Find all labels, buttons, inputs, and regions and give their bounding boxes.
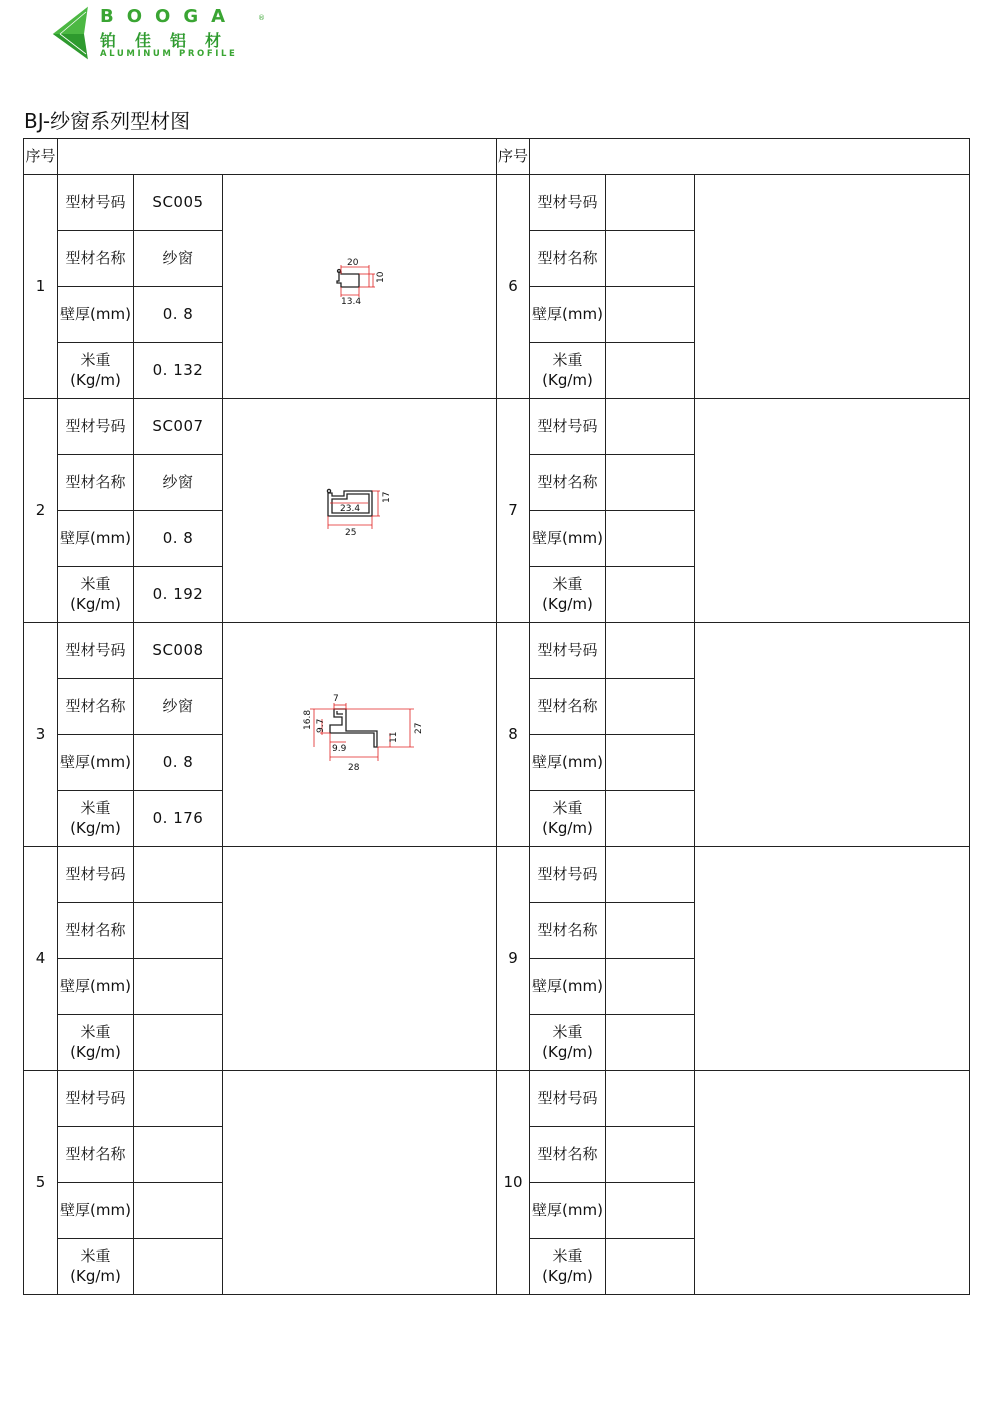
logo-english-name: ALUMINUM PROFILE [100,49,238,59]
table-header-row [24,139,970,175]
leaf-logo-icon [48,4,98,62]
label-name: 型材名称 [58,903,134,959]
label-weight-line2: (Kg/m) [70,1266,121,1285]
label-weight-line1: 米重 [552,799,583,817]
seq-number: 5 [24,1071,58,1295]
label-weight-line2: (Kg/m) [70,370,121,389]
label-code: 型材号码 [530,847,606,903]
value-code [606,399,695,455]
label-code: 型材号码 [58,1071,134,1127]
value-code [606,623,695,679]
seq-number: 4 [24,847,58,1071]
value-thickness: 0. 8 [134,511,223,567]
value-name: 纱窗 [134,455,223,511]
profile-table [23,138,970,1295]
label-weight-line1: 米重 [80,351,111,369]
value-weight [606,1015,695,1071]
label-weight [530,1239,606,1295]
value-thickness [134,959,223,1015]
label-weight-line1: 米重 [552,1023,583,1041]
dim-label: 25 [344,527,356,538]
seq-number: 6 [497,175,530,399]
label-thickness: 壁厚(mm) [58,735,134,791]
label-name: 型材名称 [530,679,606,735]
label-name: 型材名称 [58,1127,134,1183]
value-weight [606,791,695,847]
label-name: 型材名称 [530,231,606,287]
profile-drawing-cell [223,175,497,399]
label-weight-line1: 米重 [552,1247,583,1265]
profile-drawing-cell [695,623,970,847]
label-weight [58,343,134,399]
dim-label: 11 [388,731,399,743]
value-weight [134,1015,223,1071]
label-weight-line2: (Kg/m) [70,1042,121,1061]
seq-header-left: 序号 [24,139,58,175]
label-weight [58,1239,134,1295]
value-weight: 0. 176 [134,791,223,847]
dim-label: 28 [347,762,359,773]
label-weight-line2: (Kg/m) [542,594,593,613]
seq-number: 10 [497,1071,530,1295]
table-row [24,175,970,231]
seq-number: 7 [497,399,530,623]
logo-brand-text: BOOGA [100,6,239,27]
label-weight [58,791,134,847]
value-name [606,455,695,511]
value-name: 纱窗 [134,231,223,287]
brand-logo [48,4,278,64]
profile-drawing-cell [223,1071,497,1295]
label-name: 型材名称 [58,679,134,735]
dim-label: 27 [413,722,424,734]
value-thickness [606,959,695,1015]
label-code: 型材号码 [530,1071,606,1127]
value-name [134,903,223,959]
value-code [134,847,223,903]
profile-drawing-cell [695,175,970,399]
seq-header-right: 序号 [497,139,530,175]
value-thickness [606,1183,695,1239]
label-weight-line2: (Kg/m) [70,818,121,837]
label-thickness: 壁厚(mm) [530,287,606,343]
dim-label: 9.7 [315,718,326,733]
dim-label: 17 [381,491,392,503]
seq-number: 8 [497,623,530,847]
profile-sc007-drawing [320,481,400,541]
value-name [606,231,695,287]
label-weight [530,791,606,847]
label-name: 型材名称 [530,903,606,959]
label-code: 型材号码 [530,399,606,455]
value-name: 纱窗 [134,679,223,735]
value-code: SC008 [134,623,223,679]
label-name: 型材名称 [530,455,606,511]
label-weight-line1: 米重 [80,1247,111,1265]
logo-registered-mark: ® [258,14,265,22]
seq-number: 1 [24,175,58,399]
value-thickness [606,287,695,343]
value-name [606,679,695,735]
profile-drawing-cell [695,1071,970,1295]
value-thickness: 0. 8 [134,735,223,791]
label-weight [530,1015,606,1071]
value-name [606,1127,695,1183]
label-code: 型材号码 [58,175,134,231]
label-weight-line1: 米重 [80,1023,111,1041]
dim-label: 13.4 [340,296,361,307]
label-weight-line2: (Kg/m) [542,1042,593,1061]
profile-drawing-cell [695,847,970,1071]
value-thickness [606,511,695,567]
value-weight: 0. 132 [134,343,223,399]
table-row [24,399,970,455]
value-thickness [134,1183,223,1239]
value-code: SC005 [134,175,223,231]
label-code: 型材号码 [58,399,134,455]
profile-drawing-cell [223,847,497,1071]
value-code [606,847,695,903]
dim-label: 20 [346,257,358,268]
value-weight [606,343,695,399]
label-weight-line1: 米重 [552,351,583,369]
label-code: 型材号码 [58,623,134,679]
profile-drawing-cell [223,399,497,623]
label-thickness: 壁厚(mm) [58,511,134,567]
value-code [606,1071,695,1127]
header-blank-right [530,139,970,175]
profile-sc008-drawing [290,685,430,785]
value-weight [606,567,695,623]
label-thickness: 壁厚(mm) [530,1183,606,1239]
label-weight-line2: (Kg/m) [70,594,121,613]
seq-number: 3 [24,623,58,847]
value-code [606,175,695,231]
dim-label: 23.4 [339,503,360,514]
label-weight-line1: 米重 [552,575,583,593]
value-name [606,903,695,959]
label-name: 型材名称 [58,231,134,287]
seq-number: 2 [24,399,58,623]
label-weight-line2: (Kg/m) [542,1266,593,1285]
label-thickness: 壁厚(mm) [530,511,606,567]
profile-drawing-cell [695,399,970,623]
label-thickness: 壁厚(mm) [530,735,606,791]
table-row [24,623,970,679]
value-name [134,1127,223,1183]
dim-label: 10 [375,271,386,283]
label-code: 型材号码 [58,847,134,903]
logo-chinese-name: 铂佳铝材 [100,31,241,50]
label-name: 型材名称 [58,455,134,511]
label-weight [58,567,134,623]
header-blank-left [58,139,497,175]
value-weight [606,1239,695,1295]
label-thickness: 壁厚(mm) [58,287,134,343]
table-row [24,1071,970,1127]
label-weight-line2: (Kg/m) [542,818,593,837]
label-thickness: 壁厚(mm) [58,959,134,1015]
label-weight [58,1015,134,1071]
label-code: 型材号码 [530,175,606,231]
label-name: 型材名称 [530,1127,606,1183]
value-thickness: 0. 8 [134,287,223,343]
label-weight-line2: (Kg/m) [542,370,593,389]
label-weight-line1: 米重 [80,575,111,593]
value-code [134,1071,223,1127]
value-weight [134,1239,223,1295]
value-weight: 0. 192 [134,567,223,623]
dim-label: 7 [332,693,339,704]
value-code: SC007 [134,399,223,455]
profile-sc005-drawing [325,252,395,322]
label-thickness: 壁厚(mm) [58,1183,134,1239]
value-thickness [606,735,695,791]
label-weight [530,567,606,623]
label-weight [530,343,606,399]
label-weight-line1: 米重 [80,799,111,817]
dim-label: 16.8 [302,709,313,730]
seq-number: 9 [497,847,530,1071]
dim-label: 9.9 [331,743,346,754]
label-thickness: 壁厚(mm) [530,959,606,1015]
label-code: 型材号码 [530,623,606,679]
page-title: BJ-纱窗系列型材图 [24,109,191,133]
profile-drawing-cell [223,623,497,847]
table-row [24,847,970,903]
